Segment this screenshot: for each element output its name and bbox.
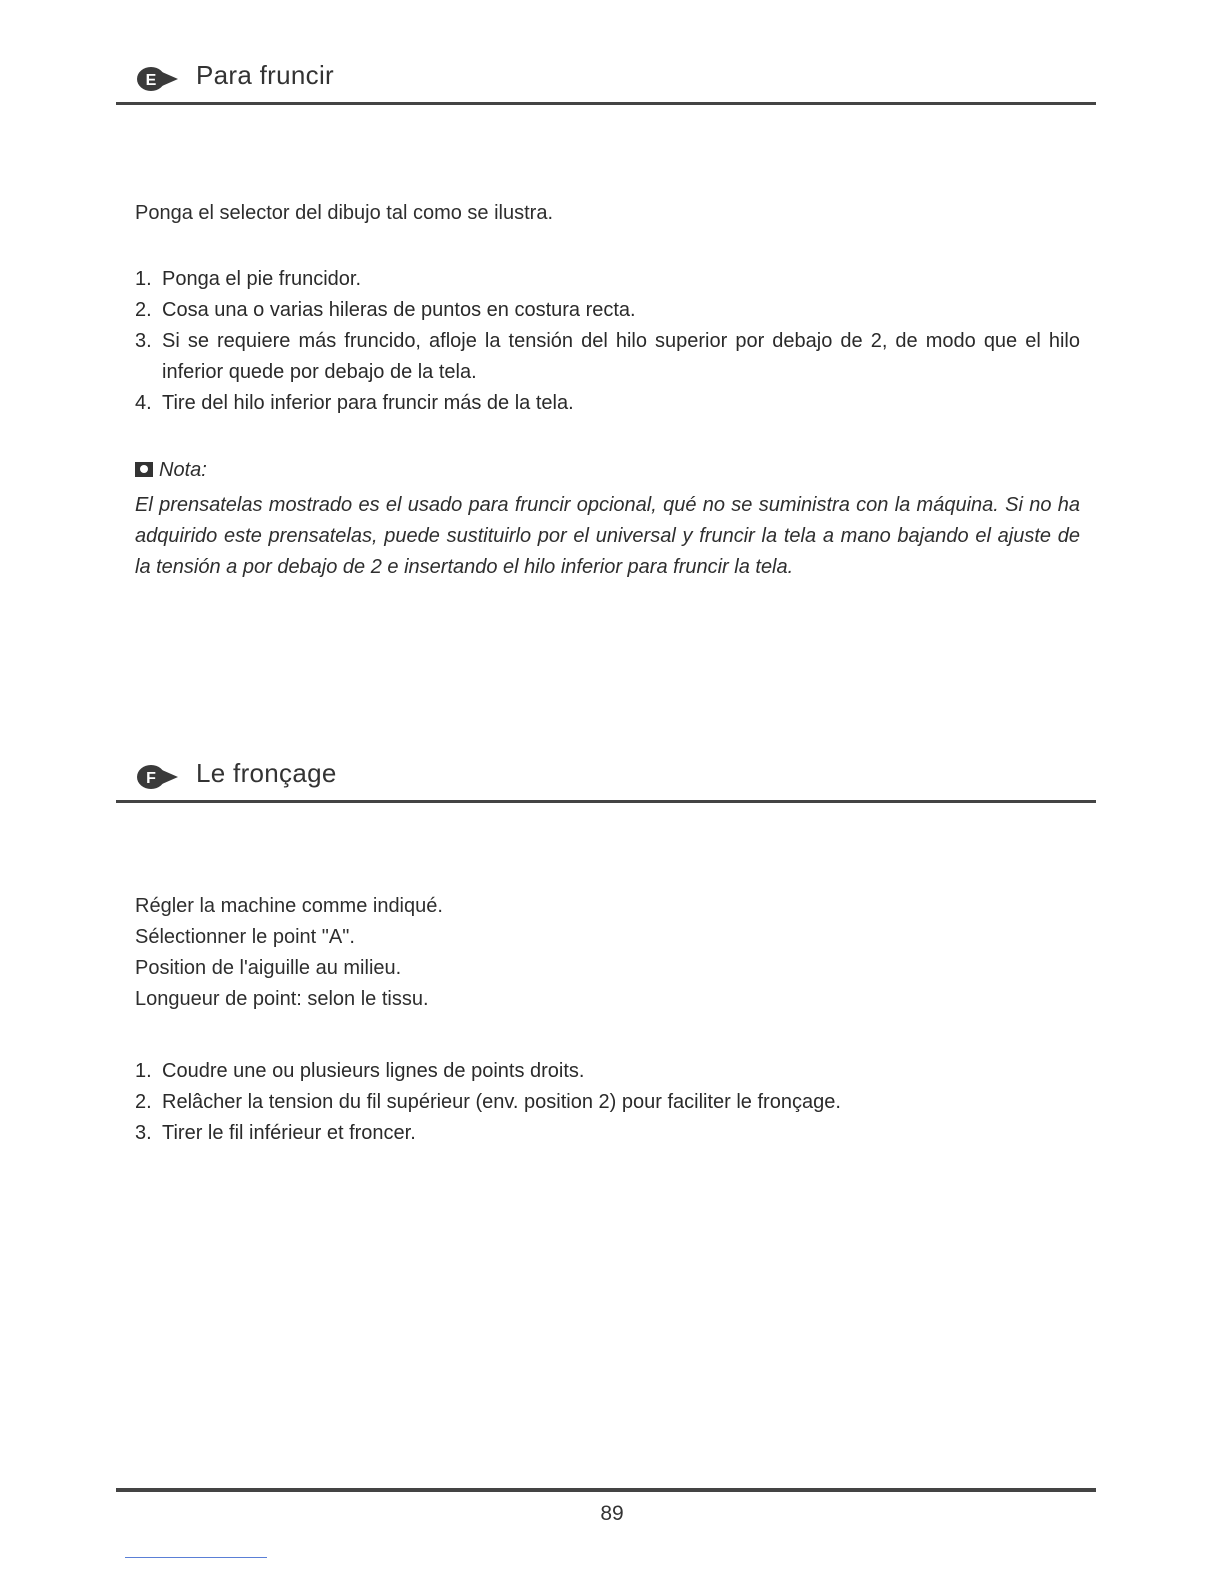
footer-rule bbox=[116, 1488, 1096, 1492]
intro-line: Régler la machine comme indiqué. bbox=[135, 895, 443, 917]
language-badge-icon bbox=[136, 66, 180, 92]
list-item bbox=[135, 388, 1080, 419]
step-number: 2. bbox=[135, 1091, 152, 1113]
list-item bbox=[135, 1056, 1080, 1087]
list-item bbox=[135, 1118, 1080, 1149]
step-text: Ponga el pie fruncidor. bbox=[162, 268, 362, 290]
page-number: 89 bbox=[600, 1502, 624, 1525]
intro-line: Position de l'aiguille au milieu. bbox=[135, 957, 402, 979]
list-item bbox=[135, 1087, 1080, 1118]
section-header-es bbox=[116, 60, 1096, 105]
section-title-fr: Le fronçage bbox=[196, 758, 337, 788]
note-label: Nota: bbox=[159, 459, 207, 481]
link-underline bbox=[125, 1557, 267, 1558]
step-number: 1. bbox=[135, 1060, 152, 1082]
step-number: 4. bbox=[135, 392, 152, 414]
note-heading bbox=[135, 459, 207, 482]
step-text: Si se requiere más fruncido, afloje la tensión del hilo superior por debajo de 2, de modo que el hilo inferior quede por debajo de la tela. bbox=[162, 330, 1080, 383]
step-number: 1. bbox=[135, 268, 152, 290]
step-text: Tirer le fil inférieur et froncer. bbox=[162, 1122, 416, 1144]
intro-line: Longueur de point: selon le tissu. bbox=[135, 988, 429, 1010]
step-text: Tire del hilo inferior para fruncir más de la tela. bbox=[162, 392, 574, 414]
section-title-es: Para fruncir bbox=[196, 60, 334, 90]
language-badge-icon bbox=[136, 764, 180, 790]
step-number: 2. bbox=[135, 299, 152, 321]
section-header-fr bbox=[116, 758, 1096, 803]
step-text: Cosa una o varias hileras de puntos en costura recta. bbox=[162, 299, 636, 321]
badge-letter-es: E bbox=[145, 72, 157, 89]
intro-fr bbox=[135, 891, 1080, 1015]
note-body: El prensatelas mostrado es el usado para fruncir opcional, qué no se suministra con la máquina. Si no ha adquirido este prensatelas, puede sustituirlo por el universal y fruncir la tela a mano bajando el ajuste de la tensión a por debajo de 2 e insertando el hilo inferior para fruncir la tela. bbox=[135, 494, 1080, 578]
list-item bbox=[135, 264, 1080, 295]
list-item bbox=[135, 295, 1080, 326]
steps-list-es bbox=[135, 264, 1080, 419]
badge-letter-fr: F bbox=[146, 770, 156, 787]
list-item bbox=[135, 326, 1080, 388]
step-number: 3. bbox=[135, 1122, 152, 1144]
step-number: 3. bbox=[135, 330, 152, 352]
intro-line: Sélectionner le point "A". bbox=[135, 926, 355, 948]
step-text: Relâcher la tension du fil supérieur (env. position 2) pour faciliter le fronçage. bbox=[162, 1091, 841, 1113]
steps-list-fr bbox=[135, 1056, 1080, 1149]
step-text: Coudre une ou plusieurs lignes de points droits. bbox=[162, 1060, 585, 1082]
note-icon bbox=[135, 462, 153, 477]
intro-es: Ponga el selector del dibujo tal como se ilustra. bbox=[135, 202, 554, 224]
